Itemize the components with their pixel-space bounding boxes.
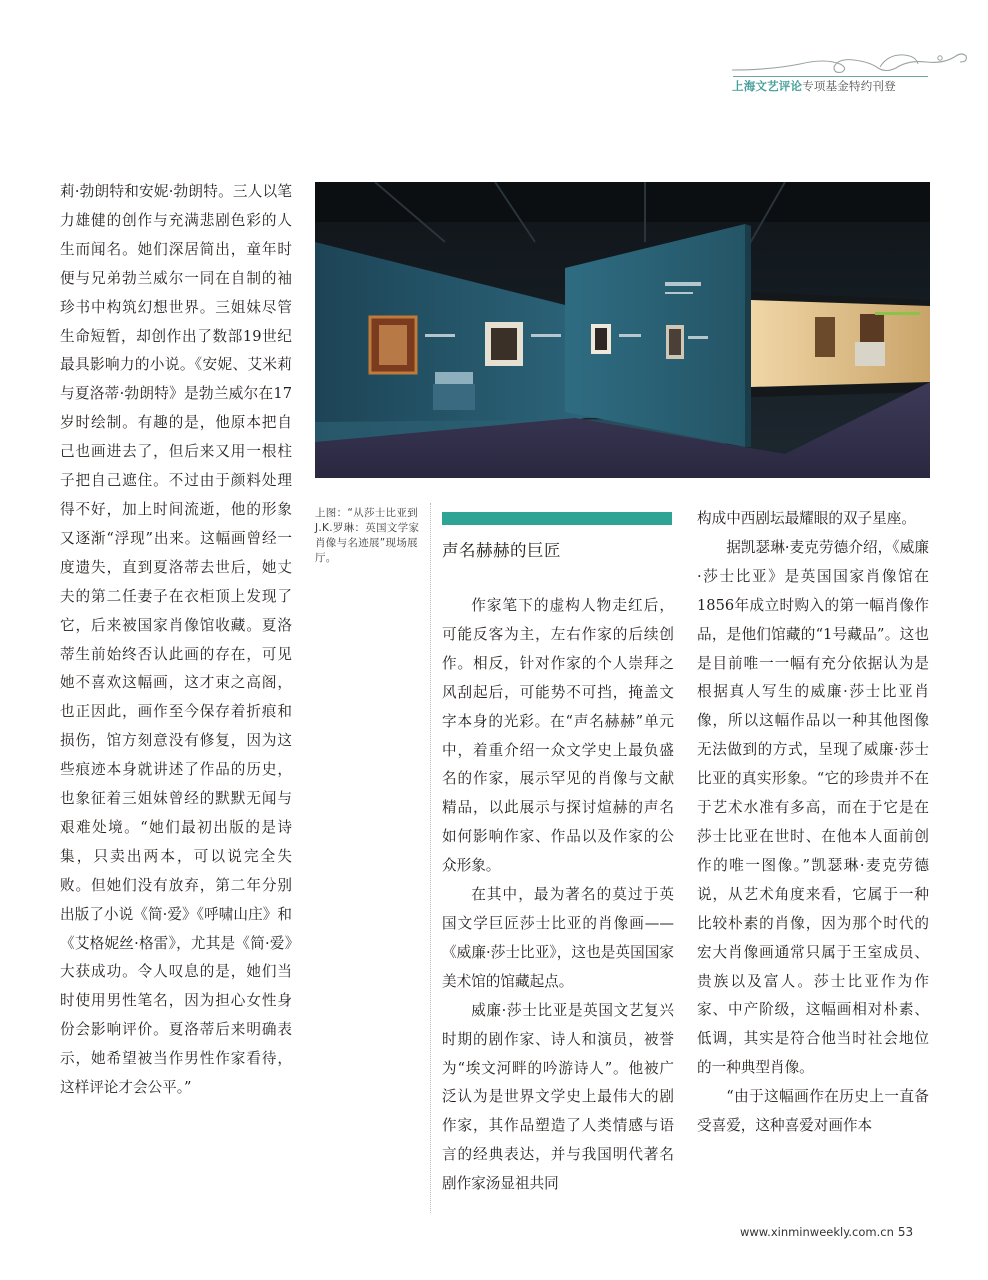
- article-column-left: [60, 178, 292, 1103]
- footer-url[interactable]: www.xinminweekly.com.cn: [740, 1225, 894, 1239]
- paragraph: 据凯瑟琳·麦克劳德介绍，《威廉·莎士比亚》是英国国家肖像馆在1856年成立时购入的第一幅肖像作品，是他们馆藏的“1号藏品”。这也是目前唯一一幅有充分依据认为是根据真人写生的威廉·莎士比亚肖像，所以这幅作品以一种其他图像无法做到的方式，呈现了威廉·莎士比亚的真实形象。“它的珍贵并不在于艺术水准有多高，而在于它是在莎士比亚在世时、在他本人面前创作的唯一图像。”凯瑟琳·麦克劳德说，从艺术角度来看，它属于一种比较朴素的肖像，因为那个时代的宏大肖像画通常只属于王室成员、贵族以及富人。莎士比亚作为作家、中产阶级，这幅画相对朴素、低调，其实是符合他当时社会地位的一种典型肖像。: [697, 538, 929, 1077]
- flourish-ornament-icon: [730, 46, 970, 76]
- section-accent-bar: [442, 512, 672, 525]
- photo-caption: 上图：“从莎士比亚到J.K.罗琳：英国文学家肖像与名迹展”现场展厅。: [315, 507, 420, 564]
- paragraph: 莉·勃朗特和安妮·勃朗特。三人以笔力雄健的创作与充满悲剧色彩的人生而闻名。她们深居简出，童年时便与兄弟勃兰威尔一同在自制的袖珍书中构筑幻想世界。三姐妹尽管生命短暂，却创作出了数部19世纪最具影响力的小说。《安妮、艾米莉与夏洛蒂·勃朗特》是勃兰威尔在17岁时绘制。有趣的是，他原本把自己也画进去了，但后来又用一根柱子把自己遮住。不过由于颜料处理得不好，加上时间流逝，他的形象又逐渐“浮现”出来。这幅画曾经一度遗失，直到夏洛蒂去世后，她丈夫的第二任妻子在衣柜顶上发现了它，后来被国家肖像馆收藏。夏洛蒂生前始终否认此画的存在，可见她不喜欢这幅画，这才束之高阁，也正因此，画作至今保存着折痕和损伤，馆方刻意没有修复，因为这些痕迹本身就讲述了作品的历史，也象征着三姐妹曾经的默默无闻与艰难处境。“她们最初出版的是诗集，只卖出两本，可以说完全失败。但她们没有放弃，第二年分别出版了小说《简·爱》《呼啸山庄》和《艾格妮丝·格雷》，尤其是《简·爱》大获成功。令人叹息的是，她们当时使用男性笔名，因为担心女性身份会影响评价。夏洛蒂后来明确表示，她希望被当作男性作家看待，这样评论才会公平。”: [60, 183, 292, 1097]
- page-footer: [740, 1225, 940, 1245]
- paragraph: 构成中西剧坛最耀眼的双子星座。: [697, 510, 916, 527]
- paragraph: “由于这幅画作在历史上一直备受喜爱，这种喜爱对画作本: [697, 1088, 929, 1135]
- header-rule: [733, 76, 928, 77]
- article-column-right: [697, 505, 929, 1141]
- caption-divider: [430, 503, 431, 1213]
- section-title: 声名赫赫的巨匠: [442, 541, 561, 560]
- paragraph: 威廉·莎士比亚是英国文艺复兴时期的剧作家、诗人和演员，被誉为“埃文河畔的吟游诗人”。他被广泛认为是世界文学史上最伟大的剧作家，其作品塑造了人类情感与语言的经典表达，并与我国明代著名剧作家汤显祖共同: [442, 1001, 674, 1193]
- paragraph: 在其中，最为著名的莫过于英国文学巨匠莎士比亚的肖像画——《威廉·莎士比亚》，这也是英国国家美术馆的馆藏起点。: [442, 886, 674, 990]
- header-suffix: 专项基金特约刊登: [802, 79, 896, 93]
- header-title: [732, 78, 932, 96]
- paragraph: 作家笔下的虚构人物走红后，可能反客为主，左右作家的后续创作。相反，针对作家的个人崇拜之风刮起后，可能势不可挡，掩盖文字本身的光彩。在“声名赫赫”单元中，着重介绍一众文学史上最负盛名的作家，展示罕见的肖像与文献精品，以此展示与探讨煊赫的声名如何影响作家、作品以及作家的公众形象。: [442, 597, 674, 875]
- exhibition-hall-photo: [315, 182, 930, 478]
- page-number: 53: [897, 1225, 914, 1239]
- header-brand: 上海文艺评论: [732, 79, 803, 93]
- article-column-middle: [442, 592, 674, 1199]
